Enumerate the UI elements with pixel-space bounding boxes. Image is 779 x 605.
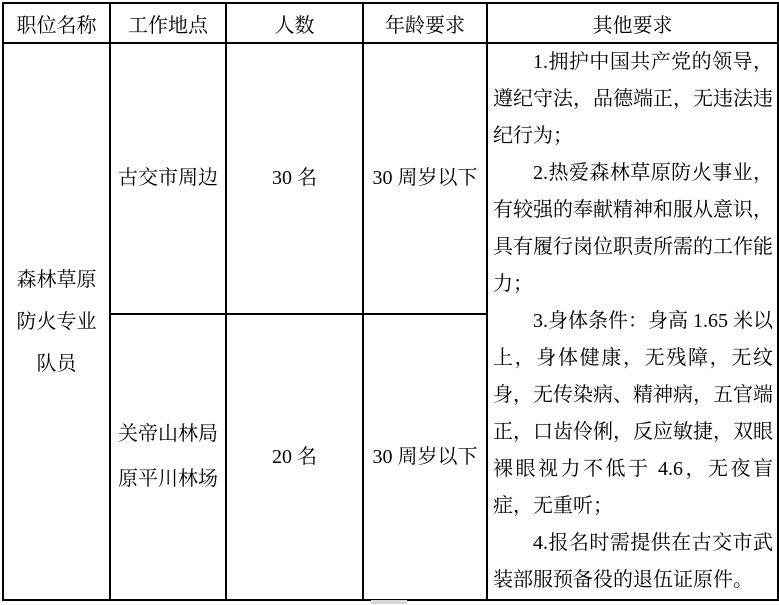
position-name-cell: 森林草原防火专业队员 bbox=[3, 43, 110, 600]
location-cell-row1: 古交市周边 bbox=[110, 43, 226, 314]
header-position-name: 职位名称 bbox=[3, 3, 110, 43]
header-work-location: 工作地点 bbox=[110, 3, 226, 43]
recruitment-table bbox=[2, 2, 779, 601]
header-other-requirements: 其他要求 bbox=[487, 3, 778, 43]
requirement-item-2: 2.热爱森林草原防火事业，有较强的奉献精神和服从意识，具有履行岗位职责所需的工作能力； bbox=[493, 162, 773, 295]
table-header-row bbox=[3, 3, 778, 43]
other-requirements-cell bbox=[487, 43, 778, 600]
header-age-requirement: 年龄要求 bbox=[363, 3, 487, 43]
cropped-next-row-gridline bbox=[371, 600, 407, 604]
requirement-item-4: 4.报名时需提供在古交市武装部服预备役的退伍证原件。 bbox=[493, 532, 773, 591]
age-cell-row2: 30 周岁以下 bbox=[363, 314, 487, 600]
requirement-item-3: 3.身体条件：身高 1.65 米以上，身体健康，无残障，无纹身，无传染病、精神病，五官端正，口齿伶俐，反应敏捷，双眼裸眼视力不低于 4.6，无夜盲症，无重听； bbox=[493, 310, 773, 517]
headcount-cell-row2: 20 名 bbox=[226, 314, 363, 600]
headcount-cell-row1: 30 名 bbox=[226, 43, 363, 314]
requirement-item-1: 1.拥护中国共产党的领导，遵纪守法，品德端正，无违法违纪行为； bbox=[493, 51, 773, 147]
location-cell-row2: 关帝山林局原平川林场 bbox=[110, 314, 226, 600]
table-row bbox=[3, 43, 778, 314]
age-cell-row1: 30 周岁以下 bbox=[363, 43, 487, 314]
header-headcount: 人数 bbox=[226, 3, 363, 43]
